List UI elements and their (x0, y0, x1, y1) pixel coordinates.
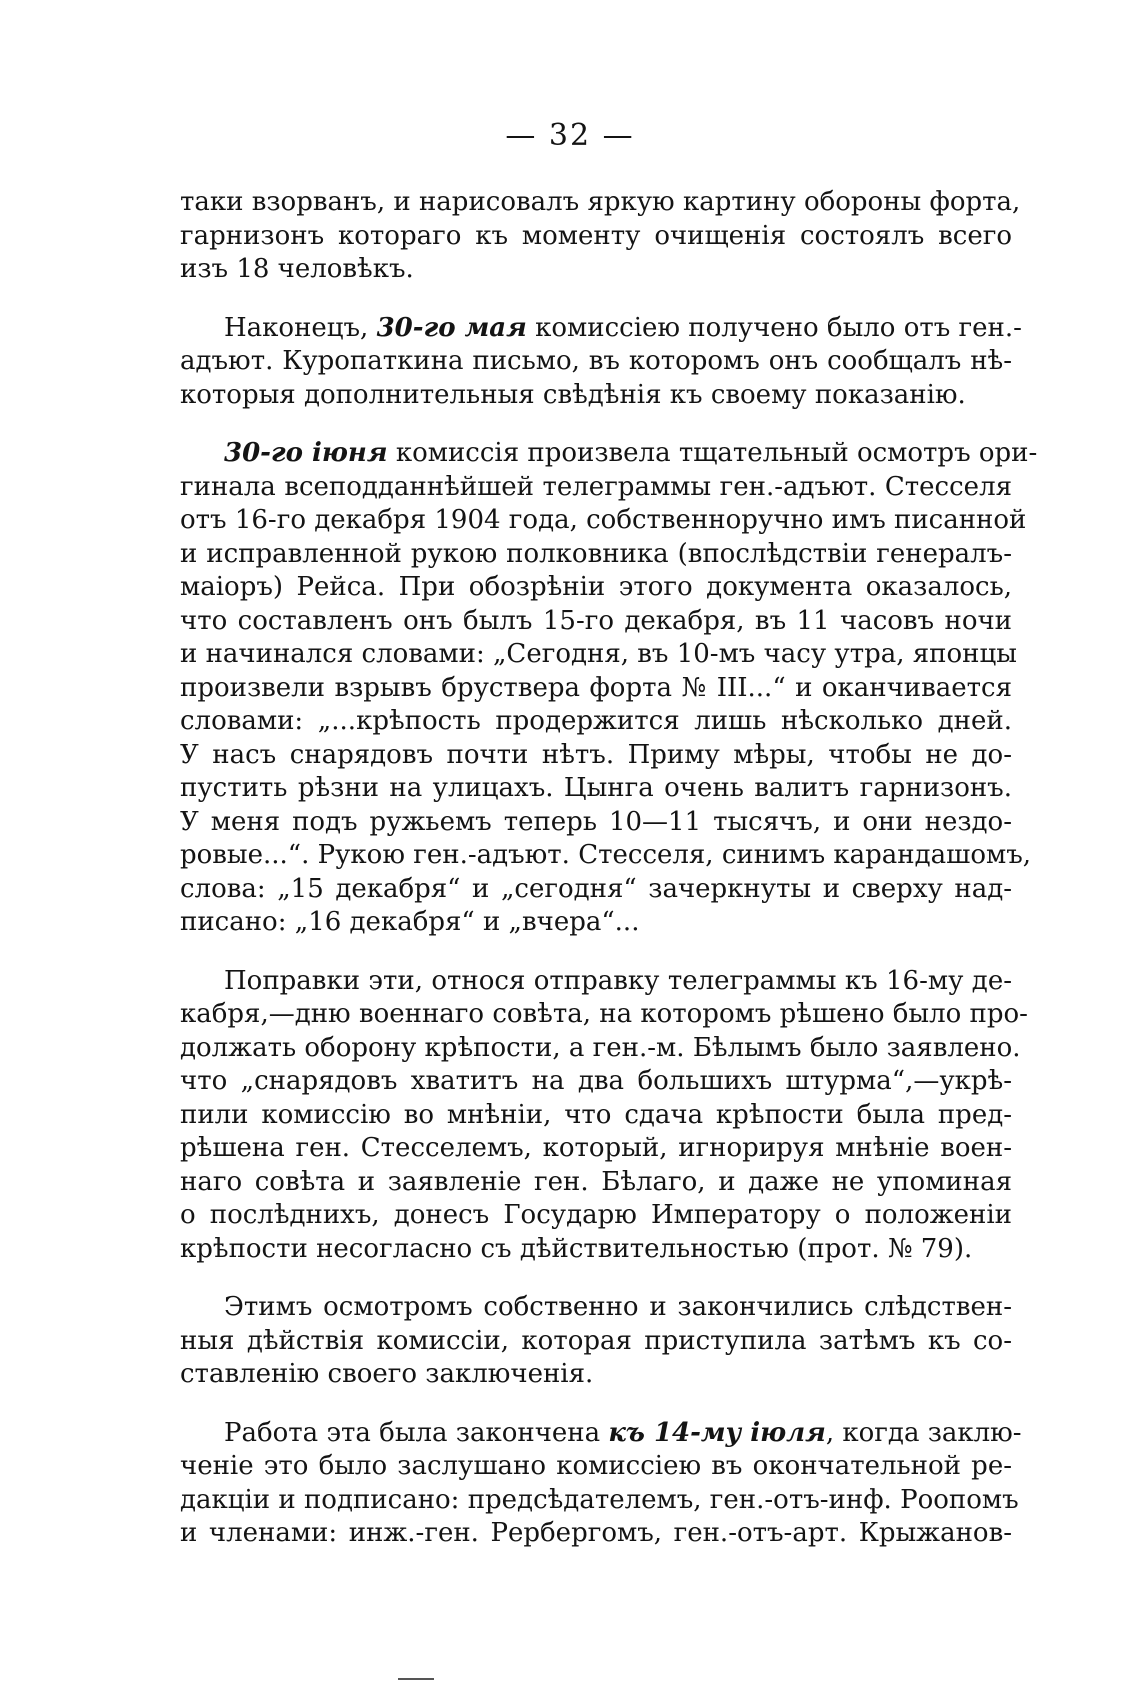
text-line: изъ 18 человѣкъ. (180, 254, 414, 284)
body-text (180, 186, 1038, 1576)
text-line: писано: „16 декабря“ и „вчера“... (180, 907, 640, 937)
text-line: ставленію своего заключенія. (180, 1359, 594, 1389)
text-line: рѣшена ген. Стесселемъ, который, игнорируя мнѣніе воен- (180, 1133, 1012, 1163)
text-line: произвели взрывъ бруствера форта № III...“ и оканчивается (180, 672, 1012, 703)
text-line: что составленъ онъ былъ 15-го декабря, въ 11 часовъ ночи (180, 605, 1012, 636)
text-line: Поправки эти, относя отправку телеграммы къ 16-му де- (224, 965, 1012, 996)
text-line: кабря,—дню военнаго совѣта, на которомъ рѣшено было про- (180, 999, 1028, 1029)
emphasized-date: 30-го іюня (224, 438, 388, 468)
text-line: и исправленной рукою полковника (впослѣдствіи генералъ- (180, 538, 1012, 569)
text-line: и членами: инж.-ген. Рербергомъ, ген.-отъ-арт. Крыжанов- (180, 1518, 1012, 1548)
text-run: комиссіею получено было отъ ген.- (526, 312, 1022, 343)
emphasized-date: къ 14-му іюля (608, 1417, 826, 1448)
text-line: У насъ снарядовъ почти нѣтъ. Приму мѣры, чтобы не до- (180, 739, 1012, 770)
text-line: таки взорванъ, и нарисовалъ яркую картину обороны форта, (180, 187, 1021, 217)
page-number: — 32 — (505, 118, 635, 153)
paragraph-6 (180, 1417, 1022, 1551)
text-run: , когда заклю- (825, 1417, 1022, 1448)
text-line (180, 312, 1022, 346)
text-run: комиссія произвела тщательный осмотръ ори- (387, 438, 1038, 468)
text-line: слова: „15 декабря“ и „сегодня“ зачеркнуты и сверху над- (180, 873, 1012, 904)
text-line: что „снарядовъ хватитъ на два большихъ штурма“,—укрѣ- (180, 1066, 1012, 1096)
text-line: гарнизонъ котораго къ моменту очищенія состоялъ всего (180, 220, 1012, 251)
text-line: Этимъ осмотромъ собственно и закончились слѣдствен- (224, 1292, 1012, 1322)
text-line: должать оборону крѣпости, а ген.-м. Бѣлымъ было заявлено. (180, 1032, 1021, 1063)
text-line: наго совѣта и заявленіе ген. Бѣлаго, и даже не упоминая (180, 1166, 1012, 1197)
text-line: пустить рѣзни на улицахъ. Цынга очень валитъ гарнизонъ. (180, 773, 1012, 803)
emphasized-date: 30-го мая (376, 312, 527, 343)
text-line: маіоръ) Рейса. При обозрѣніи этого документа оказалось, (180, 572, 1012, 602)
text-line: и начинался словами: „Сегодня, въ 10-мъ часу утра, японцы (180, 639, 1017, 669)
text-line: о послѣднихъ, донесъ Государю Императору о положеніи (180, 1200, 1012, 1230)
paragraph-3 (180, 437, 1038, 940)
bottom-rule (398, 1678, 434, 1680)
text-line: пили комиссію во мнѣніи, что сдача крѣпости была пред- (180, 1099, 1012, 1130)
text-run: Работа эта была закончена (224, 1417, 609, 1448)
paragraph-4 (180, 965, 1028, 1267)
text-line: ныя дѣйствія комиссіи, которая приступила затѣмъ къ со- (180, 1325, 1012, 1356)
text-line: гинала всеподданнѣйшей телеграммы ген.-адъют. Стесселя (180, 471, 1012, 502)
paragraph-2 (180, 312, 1022, 413)
text-line: которыя дополнительныя свѣдѣнія къ своему показанію. (180, 379, 966, 410)
text-line: адъют. Куропаткина письмо, въ которомъ онъ сообщалъ нѣ- (180, 346, 1012, 376)
text-run: Наконецъ, (224, 312, 377, 343)
paragraph-1 (180, 186, 1021, 287)
paragraph-5 (180, 1291, 1012, 1392)
text-line: дакціи и подписано: предсѣдателемъ, ген.-отъ-инф. Роопомъ (180, 1484, 1019, 1515)
text-line (180, 1417, 1022, 1451)
text-line: У меня подъ ружьемъ теперь 10—11 тысячъ, и они нездо- (180, 806, 1012, 837)
text-line: крѣпости несогласно съ дѣйствительностью (прот. № 79). (180, 1233, 973, 1264)
text-line: ченіе это было заслушано комиссіею въ окончательной ре- (180, 1451, 1012, 1481)
text-line (180, 437, 1038, 471)
text-line: словами: „...крѣпость продержится лишь нѣсколько дней. (180, 706, 1012, 736)
text-line: ровые...“. Рукою ген.-адъют. Стесселя, синимъ карандашомъ, (180, 840, 1032, 870)
text-line: отъ 16-го декабря 1904 года, собственноручно имъ писанной (180, 505, 1027, 535)
